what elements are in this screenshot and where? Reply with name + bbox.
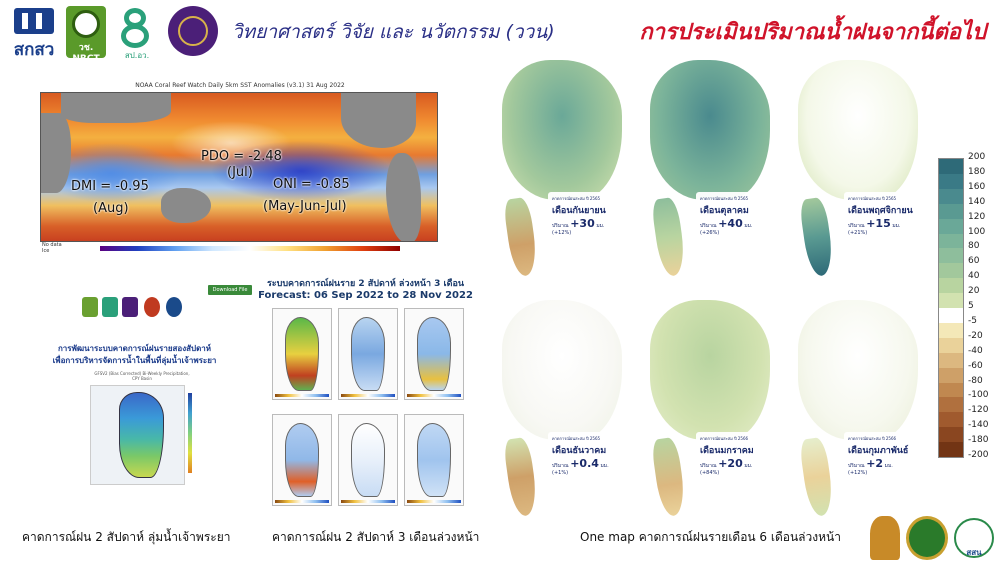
basin-subtitle: GFSV2 (Bias Corrected) Bi-Weekly Precipitation, CPY Basin [94, 371, 190, 381]
map-north-region [798, 60, 918, 200]
caption-basin-forecast: คาดการณ์ฝน 2 สัปดาห์ ลุ่มน้ำเจ้าพระยา [22, 530, 231, 544]
forecast-map-5 [338, 414, 398, 506]
colorbar-segment [939, 442, 963, 457]
quantity-value: +2 [866, 457, 884, 470]
oni-label: ONI = -0.85 [273, 177, 350, 192]
caption-one-map-forecast: One map คาดการณ์ฝนรายเดือน 6 เดือนล่วงหน้า [580, 530, 841, 544]
monthly-quantity [696, 217, 776, 230]
colorbar-segment [939, 338, 963, 353]
hii-logo-text: สสน [966, 548, 982, 557]
monthly-month-name: เดือนตุลาคม [700, 206, 749, 216]
monthly-month-name: เดือนมกราคม [700, 446, 754, 456]
legend-no-data: No data [42, 242, 62, 248]
ops-mhesi-logo [116, 6, 158, 58]
forecast-map-colorbar [341, 394, 395, 397]
partner-logo-2 [102, 297, 118, 317]
partner-logo-3 [122, 297, 138, 317]
sst-colorbar [100, 246, 400, 251]
forecast-map-shape [417, 317, 451, 391]
partner-logos [82, 297, 192, 325]
quantity-prefix: ปริมาณ [848, 223, 865, 229]
monthly-percent: (+1%) [552, 470, 569, 476]
quantity-value: +30 [570, 217, 595, 230]
colorbar-tick-label: -100 [968, 390, 989, 401]
tsri-logo-mark [14, 8, 54, 34]
land-australia [161, 188, 211, 223]
colorbar-tick-label: 80 [968, 241, 980, 252]
download-file-button[interactable]: Download File [208, 285, 252, 295]
dmi-label: DMI = -0.95 [71, 179, 149, 194]
forecast-map-shape [285, 317, 319, 391]
colorbar-tick-label: -20 [968, 330, 983, 341]
colorbar-segment [939, 159, 963, 174]
monthly-map-october [638, 60, 778, 280]
quantity-unit: มม. [600, 463, 609, 469]
land-south-america [386, 153, 421, 242]
colorbar-segment [939, 263, 963, 278]
basin-title [12, 343, 257, 367]
forecast-map-colorbar [341, 500, 395, 503]
colorbar-tick-label: -200 [968, 450, 989, 460]
dmi-period: (Aug) [93, 201, 129, 216]
monthly-percent: (+12%) [552, 230, 572, 236]
colorbar-tick-label: 160 [968, 181, 986, 192]
nrct-emblem-icon [72, 10, 100, 38]
basin-colorbar [188, 393, 192, 473]
forecast-map-colorbar [407, 394, 461, 397]
map-south-region [799, 437, 836, 518]
monthly-month-name: เดือนพฤศจิกายน [848, 206, 913, 216]
forecast-map-3 [404, 308, 464, 400]
monthly-caption: คาดการณ์ฝนสะสม ปี 2566 [848, 436, 897, 441]
quantity-value: +15 [866, 217, 891, 230]
caption-three-month-forecast: คาดการณ์ฝน 2 สัปดาห์ 3 เดือนล่วงหน้า [272, 530, 480, 544]
colorbar-segment [939, 353, 963, 368]
monthly-percent: (+26%) [700, 230, 720, 236]
forecast-map-6 [404, 414, 464, 506]
forecast-map-shape [351, 423, 385, 497]
dwr-logo [906, 516, 948, 560]
quantity-prefix: ปริมาณ [552, 223, 569, 229]
monthly-caption: คาดการณ์ฝนสะสม ปี 2565 [552, 196, 601, 201]
colorbar-segment [939, 248, 963, 263]
nrct-logo [66, 6, 106, 64]
colorbar-tick-label: 120 [968, 211, 986, 222]
quantity-value: +20 [718, 457, 743, 470]
map-north-region [502, 300, 622, 440]
colorbar-tick-label: -40 [968, 345, 983, 356]
map-north-region [650, 60, 770, 200]
quantity-unit: มม. [892, 223, 901, 229]
monthly-info-box [548, 192, 628, 254]
monthly-info-box [844, 192, 924, 254]
map-south-region [503, 437, 540, 518]
rainfall-anomaly-colorbar [938, 158, 964, 458]
land-africa [41, 113, 71, 193]
map-north-region [798, 300, 918, 440]
map-south-region [651, 437, 688, 518]
monthly-month-name: เดือนกันยายน [552, 206, 606, 216]
map-south-region [503, 197, 540, 278]
map-north-region [650, 300, 770, 440]
mhesi-seal-logo [168, 6, 218, 56]
colorbar-segment [939, 397, 963, 412]
colorbar-tick-label: 100 [968, 226, 986, 237]
monthly-info-box [844, 432, 924, 494]
colorbar-tick-label: -60 [968, 360, 983, 371]
monthly-caption: คาดการณ์ฝนสะสม ปี 2565 [700, 196, 749, 201]
monthly-quantity [696, 457, 776, 470]
quantity-unit: มม. [596, 223, 605, 229]
land-north-america [341, 93, 416, 148]
monthly-quantity [548, 217, 628, 230]
colorbar-tick-label: 180 [968, 166, 986, 177]
colorbar-segment [939, 219, 963, 234]
colorbar-tick-label: -5 [968, 315, 977, 326]
forecast-map-shape [417, 423, 451, 497]
chao-phraya-basin-panel [12, 285, 257, 500]
colorbar-segment [939, 204, 963, 219]
map-south-region [651, 197, 688, 278]
colorbar-segment [939, 174, 963, 189]
monthly-quantity [844, 457, 924, 470]
colorbar-tick-label: -180 [968, 435, 989, 446]
monthly-caption: คาดการณ์ฝนสะสม ปี 2565 [552, 436, 601, 441]
monthly-map-september [490, 60, 630, 280]
forecast-map-colorbar [275, 394, 329, 397]
colorbar-segment [939, 427, 963, 442]
monthly-map-february [786, 300, 926, 520]
sst-map-title: NOAA Coral Reef Watch Daily 5km SST Anomalies (v3.1) 31 Aug 2022 [135, 82, 345, 89]
colorbar-segment [939, 189, 963, 204]
colorbar-segment [939, 234, 963, 249]
monthly-info-box [696, 192, 776, 254]
seal-inner-ring [178, 16, 208, 46]
forecast-dates: Forecast: 06 Sep 2022 to 28 Nov 2022 [258, 290, 473, 301]
colorbar-segment [939, 383, 963, 398]
colorbar-tick-label: -80 [968, 375, 983, 386]
colorbar-tick-label: 60 [968, 256, 980, 267]
colorbar-segment [939, 368, 963, 383]
partner-logo-1 [82, 297, 98, 317]
basin-shape [119, 392, 164, 478]
monthly-map-january [638, 300, 778, 520]
colorbar-tick-label: -140 [968, 420, 989, 431]
header [0, 0, 1000, 62]
quantity-prefix: ปริมาณ [848, 463, 865, 469]
ops-mhesi-logo-text: สป.อว. [124, 51, 150, 60]
three-month-forecast-panel [258, 276, 473, 511]
basin-title-line-2: เพื่อการบริหารจัดการน้ำในพื้นที่ลุ่มน้ำเจ้าพระยา [52, 356, 217, 365]
forecast-title: ระบบคาดการณ์ฝนราย 2 สัปดาห์ ล่วงหน้า 3 เดือน [266, 279, 465, 289]
colorbar-segment [939, 278, 963, 293]
colorbar-segment [939, 293, 963, 308]
sst-anomaly-map [40, 92, 438, 242]
eight-bottom-loop [121, 24, 149, 48]
quantity-unit: มม. [744, 223, 753, 229]
sst-map-legend [42, 242, 62, 254]
monthly-info-box [696, 432, 776, 494]
map-south-region [799, 197, 836, 278]
tsri-logo-text: สกสว [13, 40, 55, 60]
legend-ice: Ice [42, 248, 50, 254]
hii-logo [954, 518, 994, 558]
monthly-month-name: เดือนกุมภาพันธ์ [848, 446, 909, 456]
monthly-info-box [548, 432, 628, 494]
agency-name: วิทยาศาสตร์ วิจัย และ นวัตกรรม (ววน) [232, 21, 555, 43]
monthly-quantity [844, 217, 924, 230]
colorbar-tick-label: 40 [968, 271, 980, 282]
forecast-map-2 [338, 308, 398, 400]
monthly-caption: คาดการณ์ฝนสะสม ปี 2566 [700, 436, 749, 441]
quantity-prefix: ปริมาณ [700, 463, 717, 469]
quantity-value: +0.4 [570, 457, 599, 470]
quantity-prefix: ปริมาณ [552, 463, 569, 469]
forecast-map-colorbar [407, 500, 461, 503]
basin-title-line-1: การพัฒนาระบบคาดการณ์ฝนรายสองสัปดาห์ [57, 344, 212, 353]
monthly-month-name: เดือนธันวาคม [552, 446, 607, 456]
monthly-map-november [786, 60, 926, 280]
oni-period: (May-Jun-Jul) [263, 199, 347, 214]
land-asia [61, 93, 171, 123]
colorbar-segment [939, 323, 963, 338]
tsri-logo [8, 8, 60, 60]
monthly-map-december [490, 300, 630, 520]
map-north-region [502, 60, 622, 200]
quantity-unit: มม. [884, 463, 893, 469]
forecast-map-colorbar [275, 500, 329, 503]
pdo-period: (Jul) [227, 165, 253, 180]
chula-logo [870, 516, 900, 560]
colorbar-segment [939, 308, 963, 323]
monthly-percent: (+21%) [848, 230, 868, 236]
colorbar-tick-label: 200 [968, 152, 986, 162]
partner-logo-4 [144, 297, 160, 317]
pdo-label: PDO = -2.48 [201, 149, 282, 164]
basin-precipitation-map [90, 385, 185, 485]
monthly-caption: คาดการณ์ฝนสะสม ปี 2565 [848, 196, 897, 201]
partner-logo-5 [166, 297, 182, 317]
slide-title: การประเมินปริมาณน้ำฝนจากนี้ต่อไป [639, 20, 986, 45]
colorbar-segment [939, 412, 963, 427]
sst-anomaly-panel [30, 82, 450, 262]
quantity-unit: มม. [744, 463, 753, 469]
colorbar-tick-label: 140 [968, 196, 986, 207]
forecast-map-4 [272, 414, 332, 506]
quantity-value: +40 [718, 217, 743, 230]
monthly-quantity [548, 457, 628, 470]
colorbar-tick-label: 5 [968, 301, 974, 311]
monthly-percent: (+12%) [848, 470, 868, 476]
forecast-map-shape [285, 423, 319, 497]
quantity-prefix: ปริมาณ [700, 223, 717, 229]
nrct-logo-text: วช. NRCT [72, 43, 100, 64]
forecast-map-1 [272, 308, 332, 400]
forecast-map-shape [351, 317, 385, 391]
colorbar-tick-label: -120 [968, 405, 989, 416]
monthly-percent: (+84%) [700, 470, 720, 476]
colorbar-tick-label: 20 [968, 286, 980, 297]
